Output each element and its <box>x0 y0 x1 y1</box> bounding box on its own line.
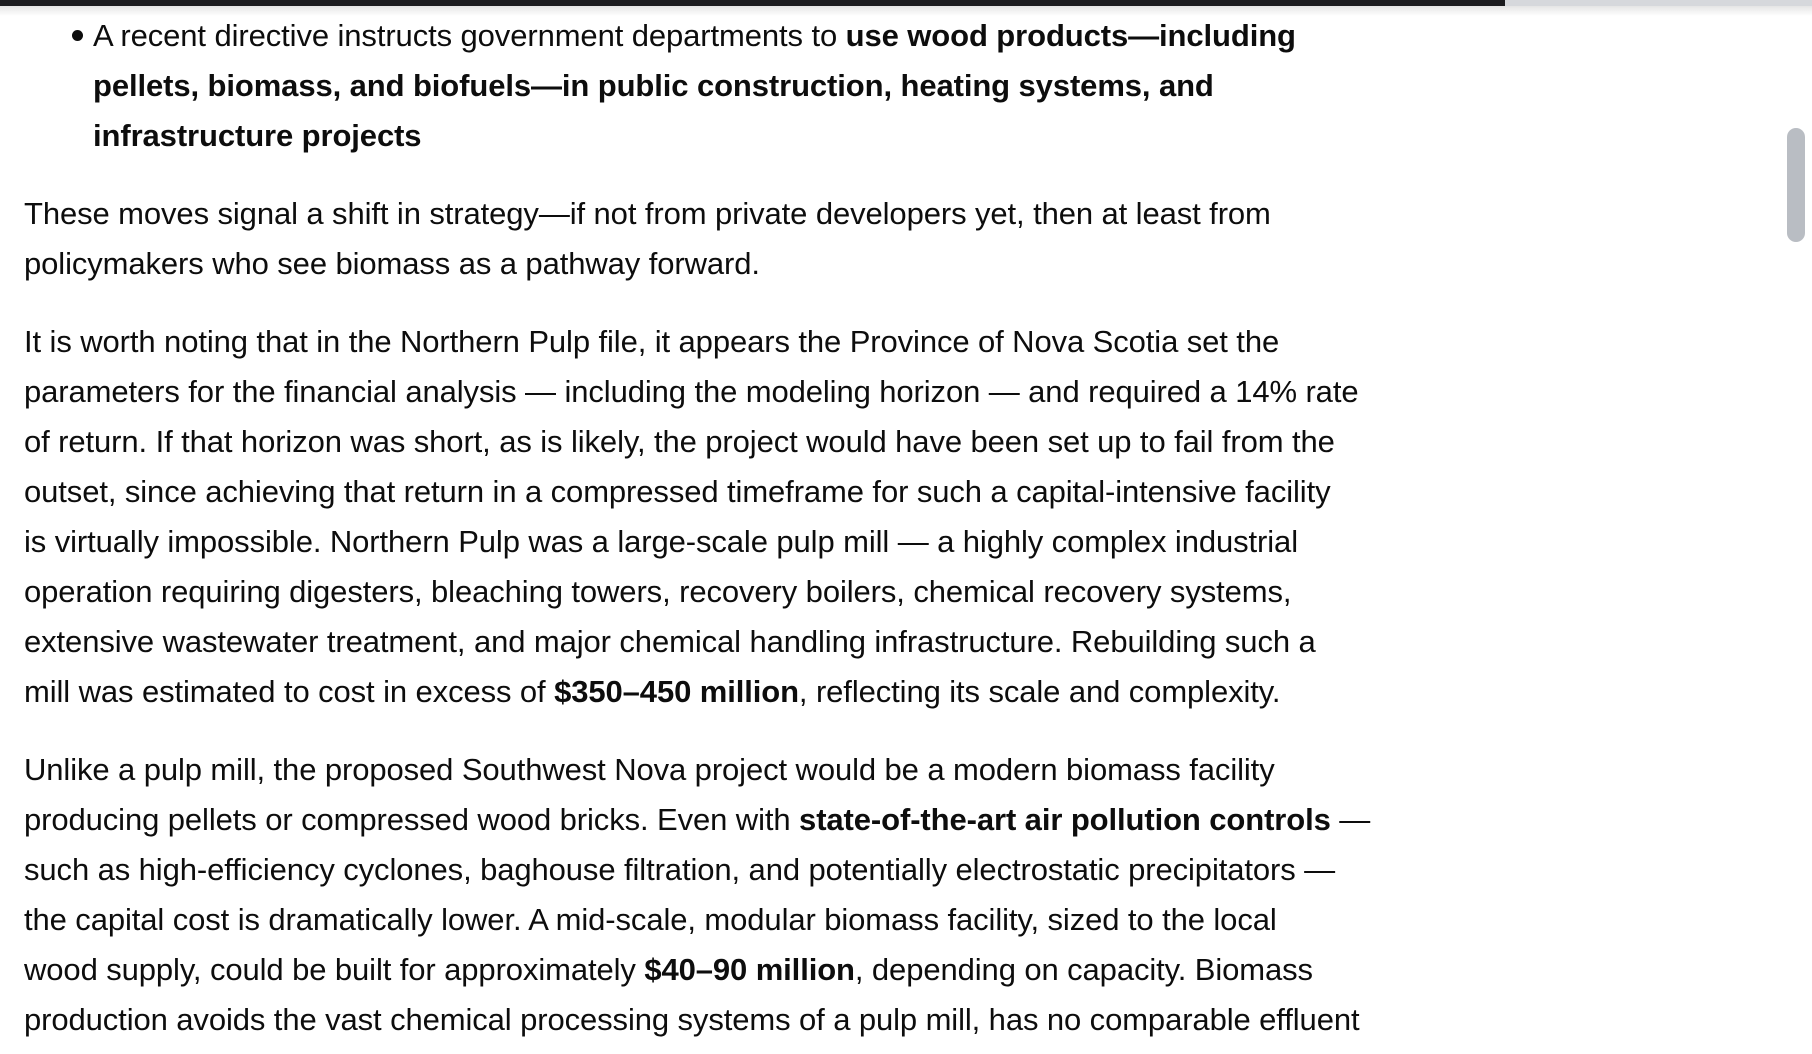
paragraph-block <box>24 745 1782 1045</box>
text-line <box>24 845 1782 895</box>
text-line <box>24 239 1782 289</box>
text-segment: outset, since achieving that return in a compressed timeframe for such a capital-intensive facility <box>24 474 1331 509</box>
text-segment: — <box>1330 802 1371 837</box>
text-segment: , reflecting its scale and complexity. <box>798 674 1281 709</box>
text-segment: mill was estimated to cost in excess of <box>24 674 555 709</box>
text-line <box>24 567 1782 617</box>
text-segment: the capital cost is dramatically lower. A mid-scale, modular biomass facility, sized to the local <box>24 902 1277 937</box>
text-segment: production avoids the vast chemical processing systems of a pulp mill, has no comparable effluent <box>24 1002 1360 1037</box>
bold-text-segment: infrastructure projects <box>93 118 422 153</box>
text-line <box>93 111 1782 161</box>
text-segment: of return. If that horizon was short, as is likely, the project would have been set up to fail from the <box>24 424 1335 459</box>
text-line <box>24 417 1782 467</box>
text-segment: parameters for the financial analysis — including the modeling horizon — and required a 14% rate <box>24 374 1359 409</box>
text-segment: such as high-efficiency cyclones, baghouse filtration, and potentially electrostatic precipitators — <box>24 852 1336 887</box>
text-segment: Unlike a pulp mill, the proposed Southwest Nova project would be a modern biomass facility <box>24 752 1275 787</box>
text-segment: extensive wastewater treatment, and major chemical handling infrastructure. Rebuilding such a <box>24 624 1316 659</box>
text-line <box>24 995 1782 1045</box>
paragraph-block <box>24 189 1782 289</box>
text-segment: , depending on capacity. Biomass <box>854 952 1313 987</box>
text-line <box>24 795 1782 845</box>
text-line <box>24 945 1782 995</box>
bold-text-segment: $40–90 million <box>644 952 855 987</box>
text-segment: These moves signal a shift in strategy—if not from private developers yet, then at least from <box>24 196 1271 231</box>
text-line <box>24 895 1782 945</box>
text-segment: A recent directive instructs government departments to <box>93 18 846 53</box>
document-content <box>24 11 1782 1045</box>
text-line <box>93 11 1782 61</box>
text-segment: It is worth noting that in the Northern Pulp file, it appears the Province of Nova Scotia set the <box>24 324 1280 359</box>
text-line <box>24 745 1782 795</box>
text-line <box>24 367 1782 417</box>
text-segment: is virtually impossible. Northern Pulp was a large-scale pulp mill — a highly complex industrial <box>24 524 1298 559</box>
text-segment: operation requiring digesters, bleaching towers, recovery boilers, chemical recovery systems, <box>24 574 1292 609</box>
paragraph-block <box>24 317 1782 717</box>
top-image-edge <box>0 0 1812 6</box>
top-edge-shadow <box>0 6 1812 16</box>
bullet-dot-icon <box>72 30 83 41</box>
bold-text-segment: pellets, biomass, and biofuels—in public construction, heating systems, and <box>93 68 1214 103</box>
text-line <box>24 517 1782 567</box>
bold-text-segment: state-of-the-art air pollution controls <box>799 802 1331 837</box>
bullet-list-item <box>24 11 1782 161</box>
bold-text-segment: use wood products—including <box>845 18 1296 53</box>
text-line <box>24 617 1782 667</box>
bold-text-segment: $350–450 million <box>554 674 799 709</box>
text-line <box>93 61 1782 111</box>
text-line <box>24 667 1782 717</box>
text-segment: policymakers who see biomass as a pathway forward. <box>24 246 760 281</box>
top-edge-light-segment <box>1505 0 1812 6</box>
scrollbar-thumb[interactable] <box>1787 128 1805 242</box>
text-line <box>24 189 1782 239</box>
text-segment: producing pellets or compressed wood bricks. Even with <box>24 802 800 837</box>
top-edge-dark-segment <box>0 0 1505 6</box>
text-segment: wood supply, could be built for approximately <box>24 952 645 987</box>
text-line <box>24 467 1782 517</box>
text-line <box>24 317 1782 367</box>
